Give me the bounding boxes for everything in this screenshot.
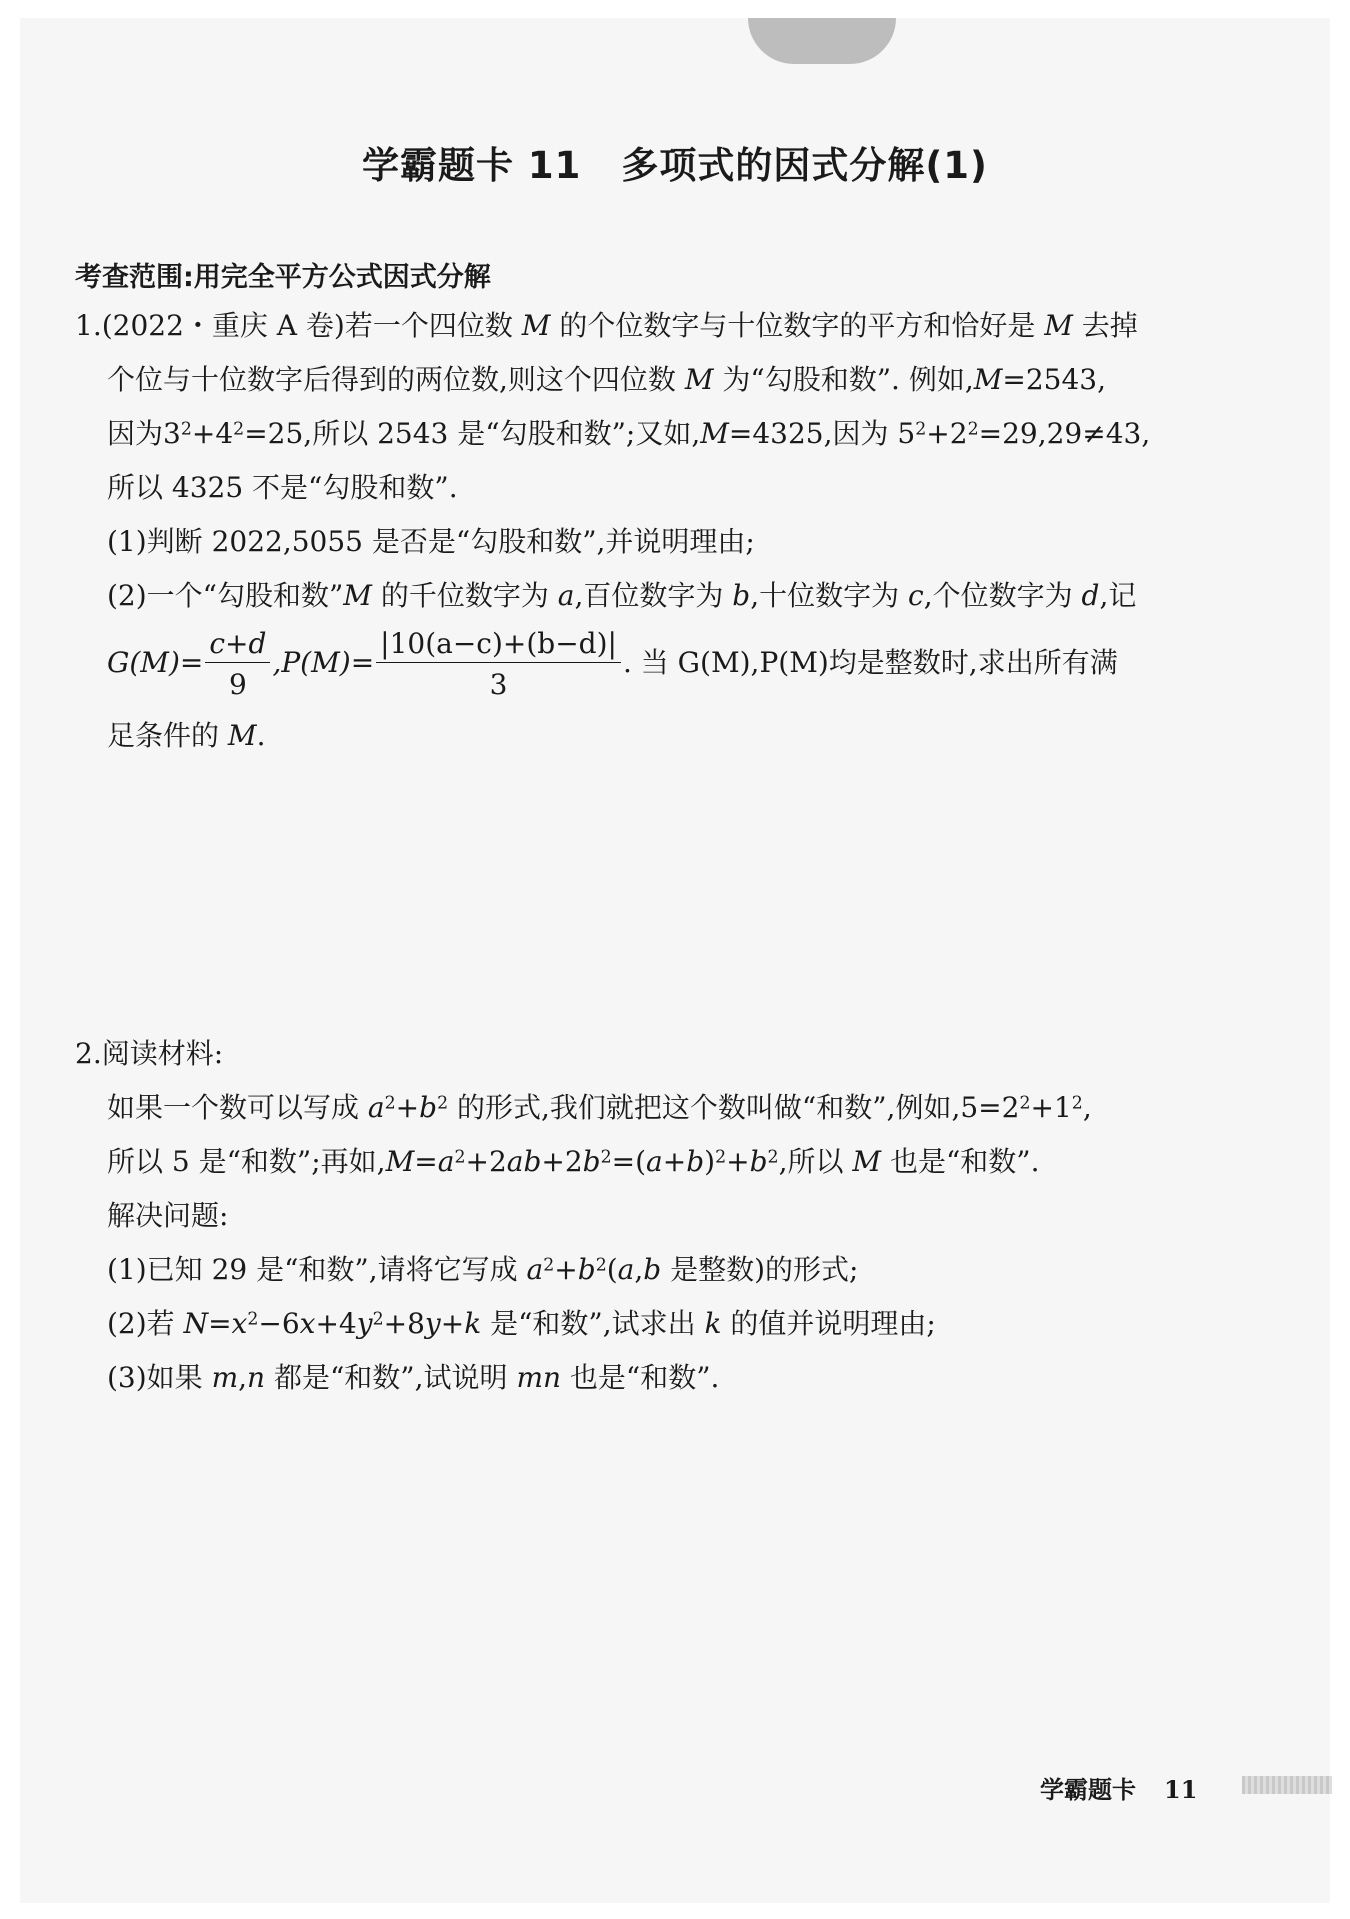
q1-formula-line: G(M)= $\frac{c+d}{9}$ ,P(M)= $\frac{|10(a-c)+(b-d)|}{3}$ . 当 G(M),P(M)均是整数时,求出所有满 bbox=[107, 627, 1118, 701]
page-title bbox=[0, 135, 1350, 189]
q2-material-line-2: 所以 5 是“和数”;再如$,M=a^2+2ab+2b^2=(a+b)^2+b^2$,所以 M 也是“和数”. bbox=[107, 1145, 1040, 1178]
footer-decoration-bar bbox=[1242, 1776, 1332, 1794]
page-background bbox=[20, 18, 1330, 1903]
g-fraction: $\frac{c+d}{9}$ bbox=[205, 630, 270, 699]
q1-subquestion-1: (1)判断 2022,5055 是否是“勾股和数”,并说明理由; bbox=[107, 525, 755, 558]
q1-line-7: 足条件的 M. bbox=[107, 719, 266, 752]
title-topic: 多项式的因式分解(1) bbox=[621, 144, 988, 187]
top-tab-decoration bbox=[748, 18, 896, 64]
scope-heading: 考查范围:用完全平方公式因式分解 bbox=[75, 262, 491, 293]
q2-part-3: (3)如果 m,n 都是“和数”,试说明 mn 也是“和数”. bbox=[107, 1361, 720, 1394]
q1-line-4: 所以 4325 不是“勾股和数”. bbox=[107, 471, 458, 504]
q2-part-1: (1)已知 29 是“和数”,请将它写成 $a^2+b^2(a,b$ 是整数)的形式; bbox=[107, 1253, 859, 1286]
page-number: 11 bbox=[1164, 1775, 1198, 1804]
q2-solve-heading: 解决问题: bbox=[107, 1199, 229, 1232]
q2-heading: 2.阅读材料: bbox=[75, 1037, 224, 1070]
q1-line-3: 因为$3^2+4^2=25$,所以 2543 是“勾股和数”;又如,M=4325,因为 $5^2+2^2=29,29\ne 43$, bbox=[107, 417, 1151, 450]
q2-part-2: (2)若 $N=x^2-6x+4y^2+8y+k$ 是“和数”,试求出 k 的值并说明理由; bbox=[107, 1307, 936, 1340]
footer-label: 学霸题卡 bbox=[1040, 1776, 1136, 1804]
q1-subquestion-2: (2)一个“勾股和数”M 的千位数字为 a,百位数字为 b,十位数字为 c,个位数字为 d,记 bbox=[107, 579, 1137, 612]
q1-line-1: 1.(2022・重庆 A 卷)若一个四位数 M 的个位数字与十位数字的平方和恰好是 M 去掉 bbox=[75, 309, 1138, 342]
q2-material-line-1: 如果一个数可以写成 $a^2+b^2$ 的形式,我们就把这个数叫做“和数”,例如$,5=2^2+1^2$, bbox=[107, 1091, 1092, 1124]
q1-line-2: 个位与十位数字后得到的两位数,则这个四位数 M 为“勾股和数”. 例如,M=2543, bbox=[107, 363, 1107, 396]
title-card-number: 学霸题卡 11 bbox=[362, 144, 582, 187]
p-fraction: $\frac{|10(a-c)+(b-d)|}{3}$ bbox=[376, 630, 621, 699]
page-footer bbox=[1040, 1770, 1197, 1805]
